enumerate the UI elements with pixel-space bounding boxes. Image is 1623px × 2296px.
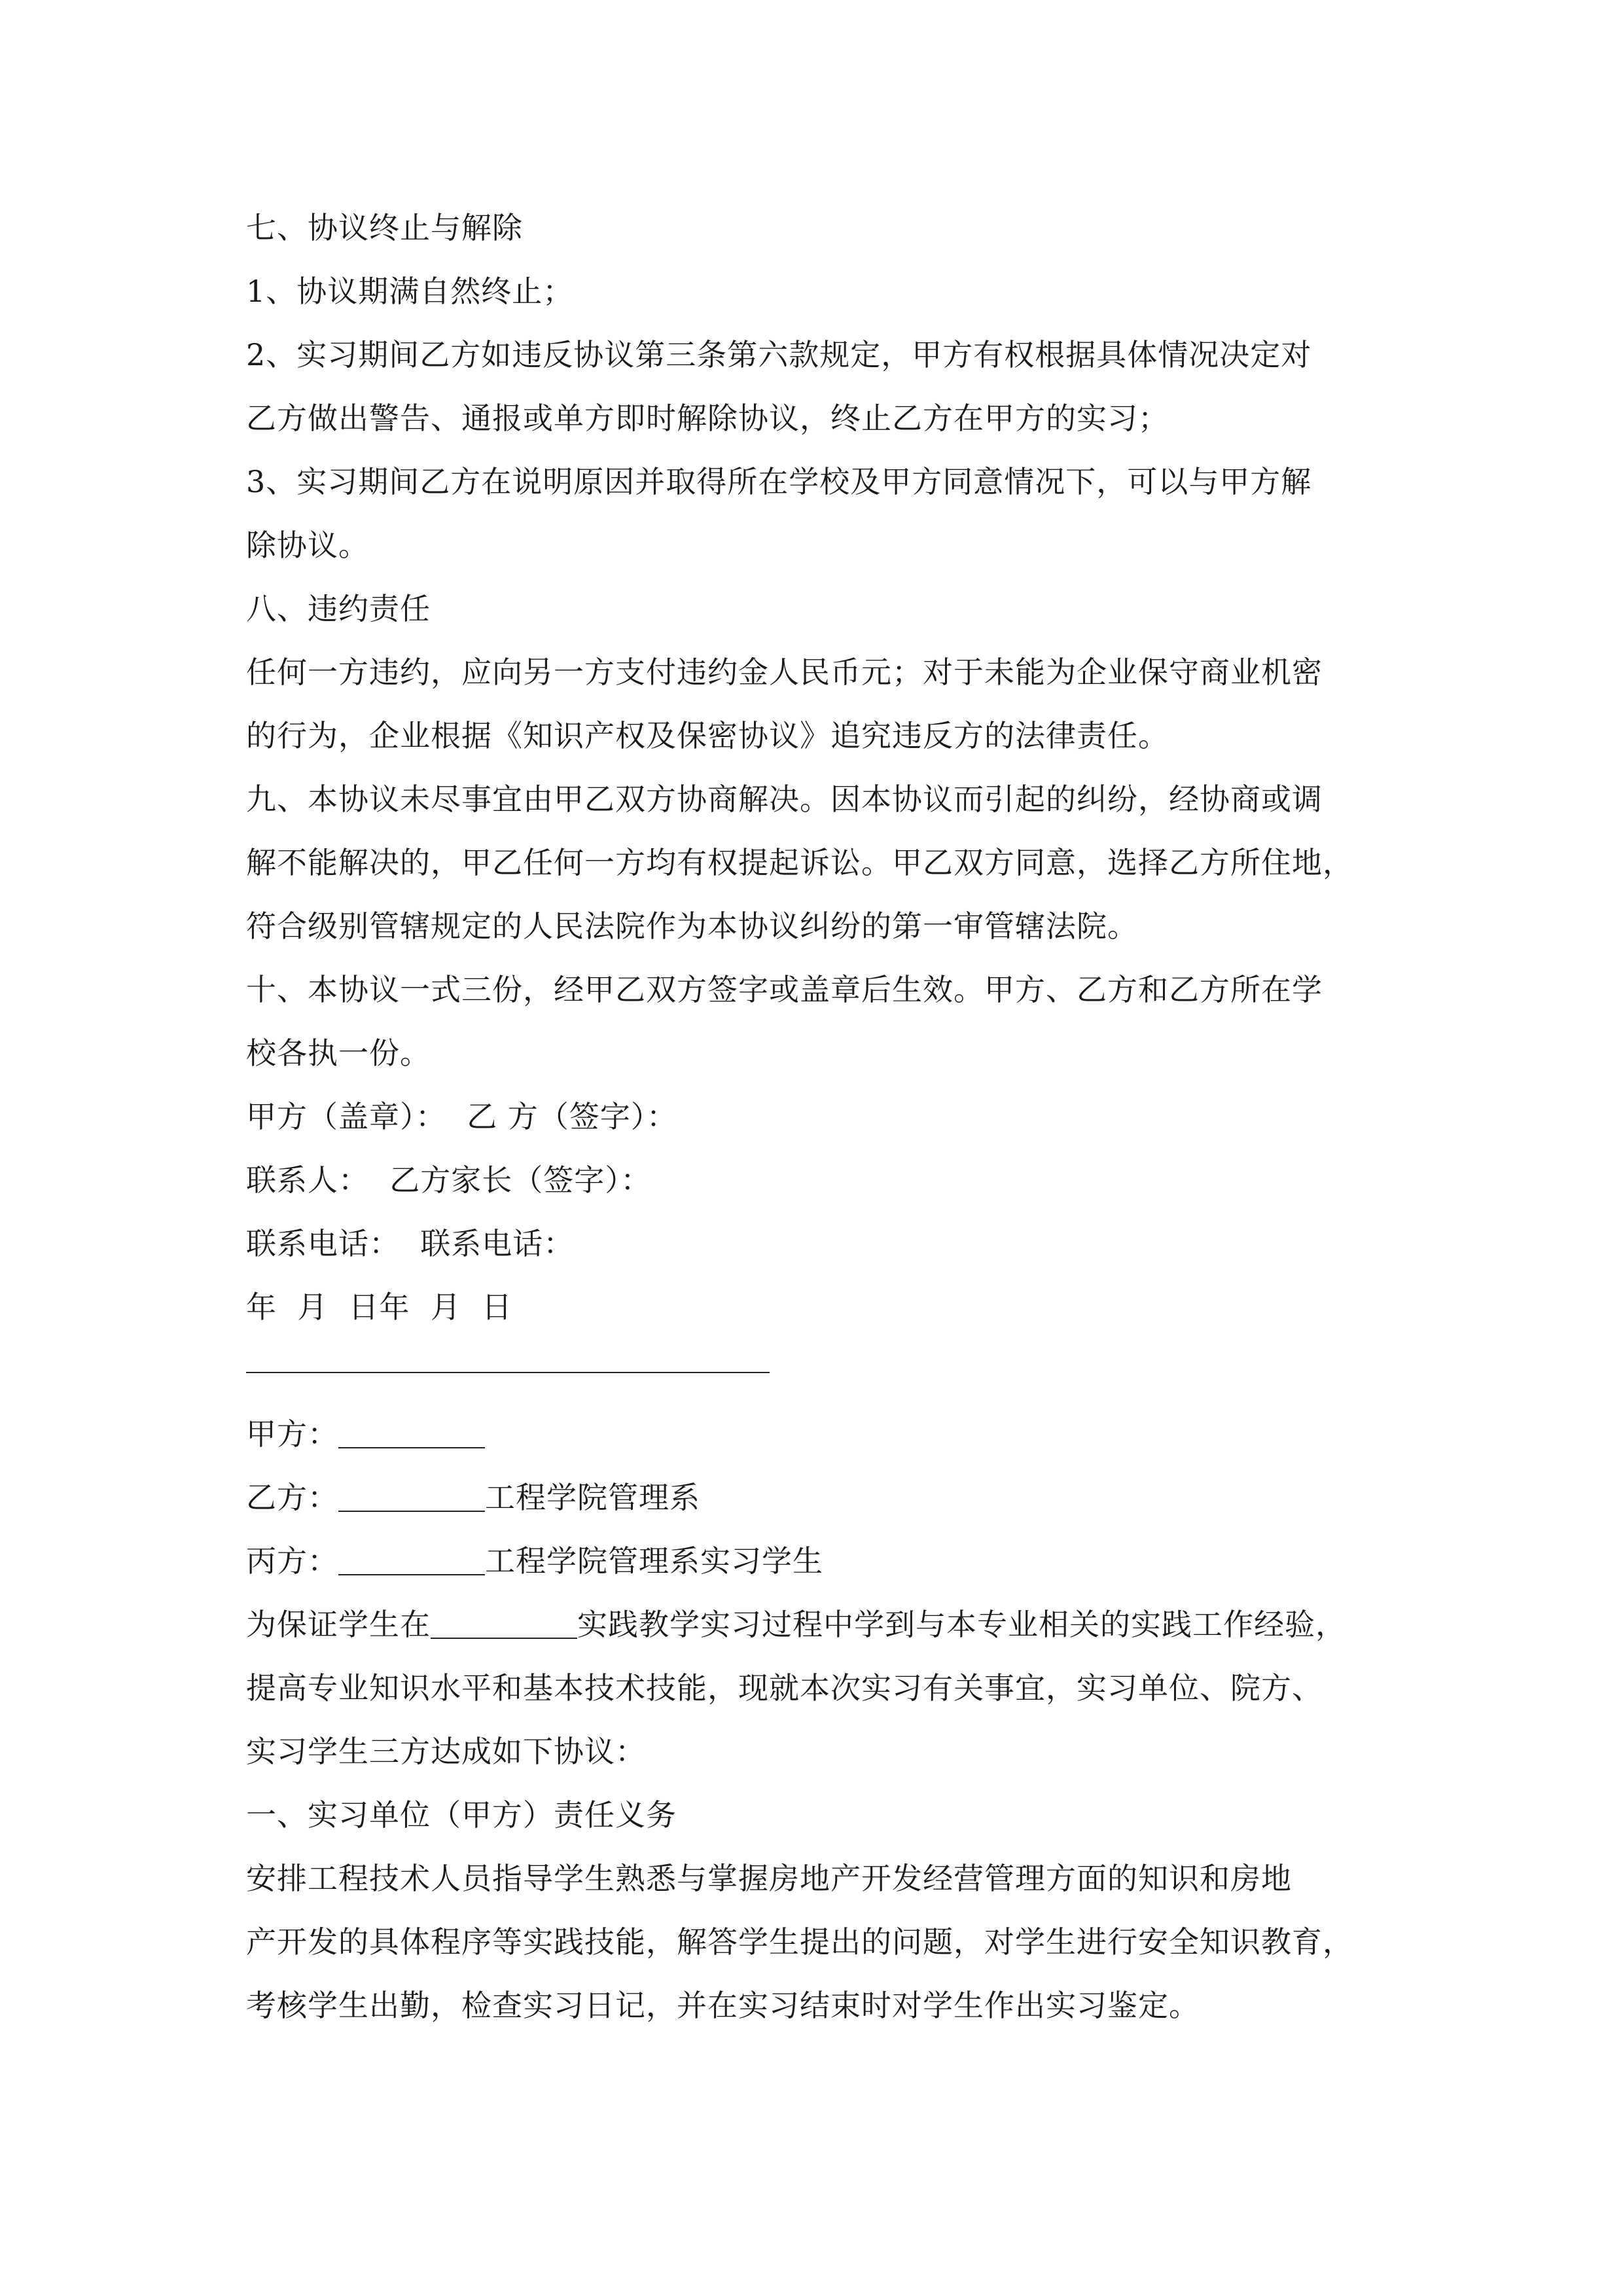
intro-blank: [431, 1607, 577, 1639]
section7-item2-line2: 乙方做出警告、通报或单方即时解除协议，终止乙方在甲方的实习；: [246, 401, 1169, 436]
section8-heading: 八、违约责任: [246, 591, 431, 626]
party-c-line: [246, 1530, 1398, 1593]
signature-line-party: 甲方（盖章）： 乙 方（签字）：: [246, 1099, 677, 1134]
section7-heading: 七、协议终止与解除: [246, 210, 523, 245]
section9-line1: 九、本协议未尽事宜由甲乙双方协商解决。因本协议而引起的纠纷，经协商或调: [246, 781, 1323, 817]
section1-heading: 一、实习单位（甲方）责任义务: [246, 1797, 677, 1833]
section1-line3: 考核学生出勤，检查实习日记，并在实习结束时对学生作出实习鉴定。: [246, 1988, 1200, 2023]
signature-line-contact: 联系人： 乙方家长（签字）：: [246, 1162, 652, 1198]
party-a-label: 甲方：: [246, 1416, 338, 1452]
section9-line2: 解不能解决的，甲乙任何一方均有权提起诉讼。甲乙双方同意，选择乙方所住地，: [246, 845, 1353, 880]
divider-line: [246, 1372, 770, 1373]
section1-line1: 安排工程技术人员指导学生熟悉与掌握房地产开发经营管理方面的知识和房地: [246, 1861, 1292, 1896]
party-b-suffix: 工程学院管理系: [485, 1480, 700, 1515]
section7-item1: 1、协议期满自然终止；: [246, 274, 574, 309]
section10-line1: 十、本协议一式三份，经甲乙双方签字或盖章后生效。甲方、乙方和乙方所在学: [246, 972, 1323, 1007]
section7-item3-line1: 3、实习期间乙方在说明原因并取得所在学校及甲方同意情况下，可以与甲方解: [246, 464, 1312, 499]
intro-line2: 提高专业知识水平和基本技术技能，现就本次实习有关事宜，实习单位、院方、: [246, 1670, 1323, 1706]
party-b-line: [246, 1466, 1398, 1530]
intro-line3: 实习学生三方达成如下协议：: [246, 1734, 646, 1769]
intro-line1: [246, 1593, 1398, 1657]
section1-line2: 产开发的具体程序等实践技能，解答学生提出的问题，对学生进行安全知识教育，: [246, 1924, 1353, 1960]
party-c-blank: [338, 1544, 485, 1575]
signature-line-date: 年 月 日年 月 日: [246, 1289, 512, 1325]
section10-line2: 校各执一份。: [246, 1035, 431, 1071]
party-a-line: [246, 1403, 1398, 1466]
section9-line3: 符合级别管辖规定的人民法院作为本协议纠纷的第一审管辖法院。: [246, 908, 1138, 944]
section-divider: [246, 1339, 1398, 1403]
section8-line2: 的行为，企业根据《知识产权及保密协议》追究违反方的法律责任。: [246, 718, 1169, 753]
intro-line1-suffix: 实践教学实习过程中学到与本专业相关的实践工作经验，: [577, 1607, 1346, 1642]
section8-line1: 任何一方违约，应向另一方支付违约金人民币元；对于未能为企业保守商业机密: [246, 655, 1323, 690]
section7-item2-line1: 2、实习期间乙方如违反协议第三条第六款规定，甲方有权根据具体情况决定对: [246, 337, 1312, 372]
party-b-label: 乙方：: [246, 1480, 338, 1515]
party-c-suffix: 工程学院管理系实习学生: [485, 1543, 823, 1579]
party-c-label: 丙方：: [246, 1543, 338, 1579]
section7-item3-line2: 除协议。: [246, 528, 369, 563]
document-page: [246, 196, 1398, 2037]
intro-prefix: 为保证学生在: [246, 1607, 431, 1642]
party-b-blank: [338, 1480, 485, 1512]
signature-line-phone: 联系电话： 联系电话：: [246, 1226, 575, 1261]
party-a-blank: [338, 1417, 485, 1448]
